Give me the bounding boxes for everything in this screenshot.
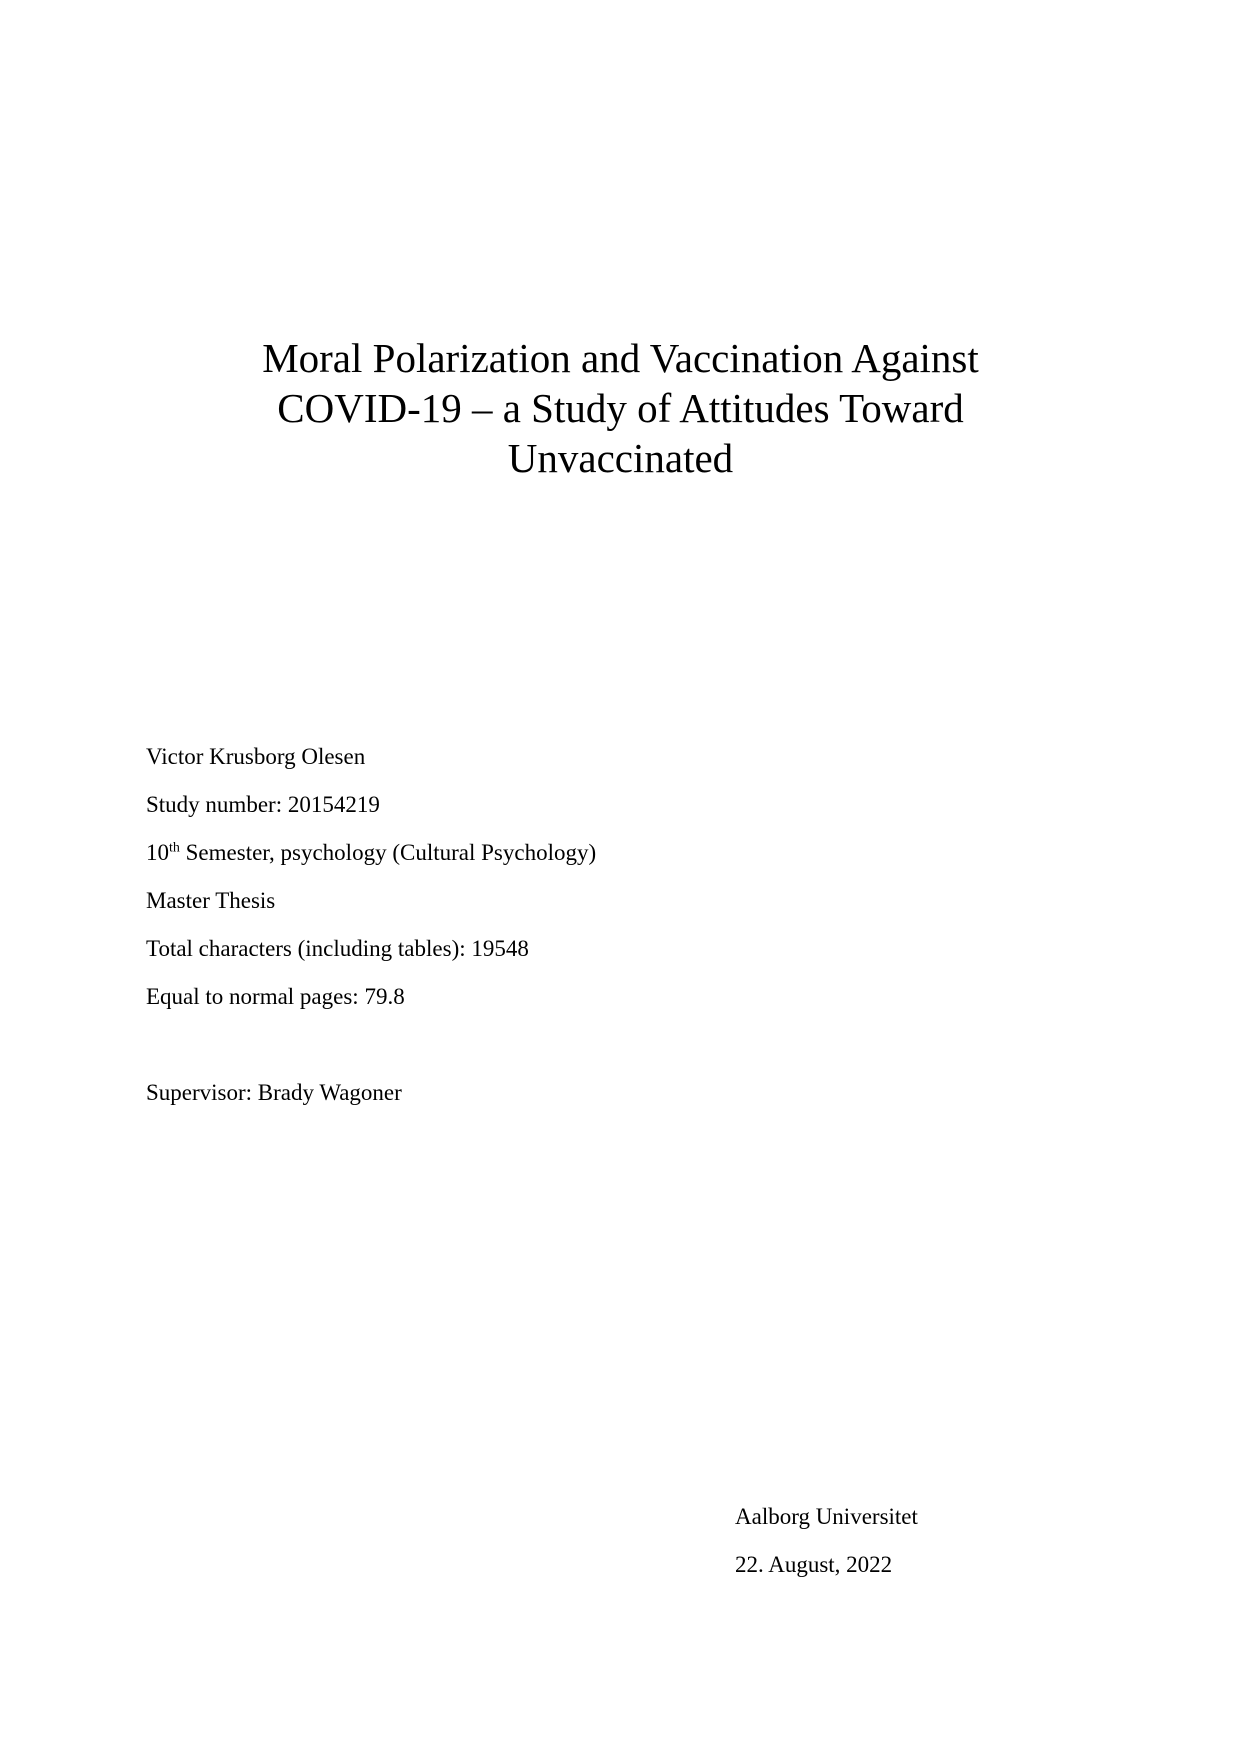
title-line-3: Unvaccinated <box>507 435 734 481</box>
institution-block <box>735 1493 918 1589</box>
supervisor-line: Supervisor: Brady Wagoner <box>146 1080 402 1105</box>
study-number: Study number: 20154219 <box>146 792 380 817</box>
title-line-1: Moral Polarization and Vaccination Against <box>262 335 979 381</box>
semester-number: 10 <box>146 840 169 865</box>
semester-ordinal-suffix: th <box>169 840 180 856</box>
normal-pages: Equal to normal pages: 79.8 <box>146 984 405 1009</box>
university-name: Aalborg Universitet <box>735 1504 918 1529</box>
author-info-block <box>146 733 596 1117</box>
thesis-type: Master Thesis <box>146 888 276 913</box>
semester-description: Semester, psychology (Cultural Psychology) <box>185 840 597 865</box>
submission-date: 22. August, 2022 <box>735 1552 893 1577</box>
title-line-2: COVID-19 – a Study of Attitudes Toward <box>277 385 964 431</box>
total-characters: Total characters (including tables): 19548 <box>146 936 529 961</box>
author-name: Victor Krusborg Olesen <box>146 744 366 769</box>
blank-line <box>146 1021 596 1069</box>
document-title <box>0 333 1241 483</box>
semester-line <box>146 829 596 877</box>
